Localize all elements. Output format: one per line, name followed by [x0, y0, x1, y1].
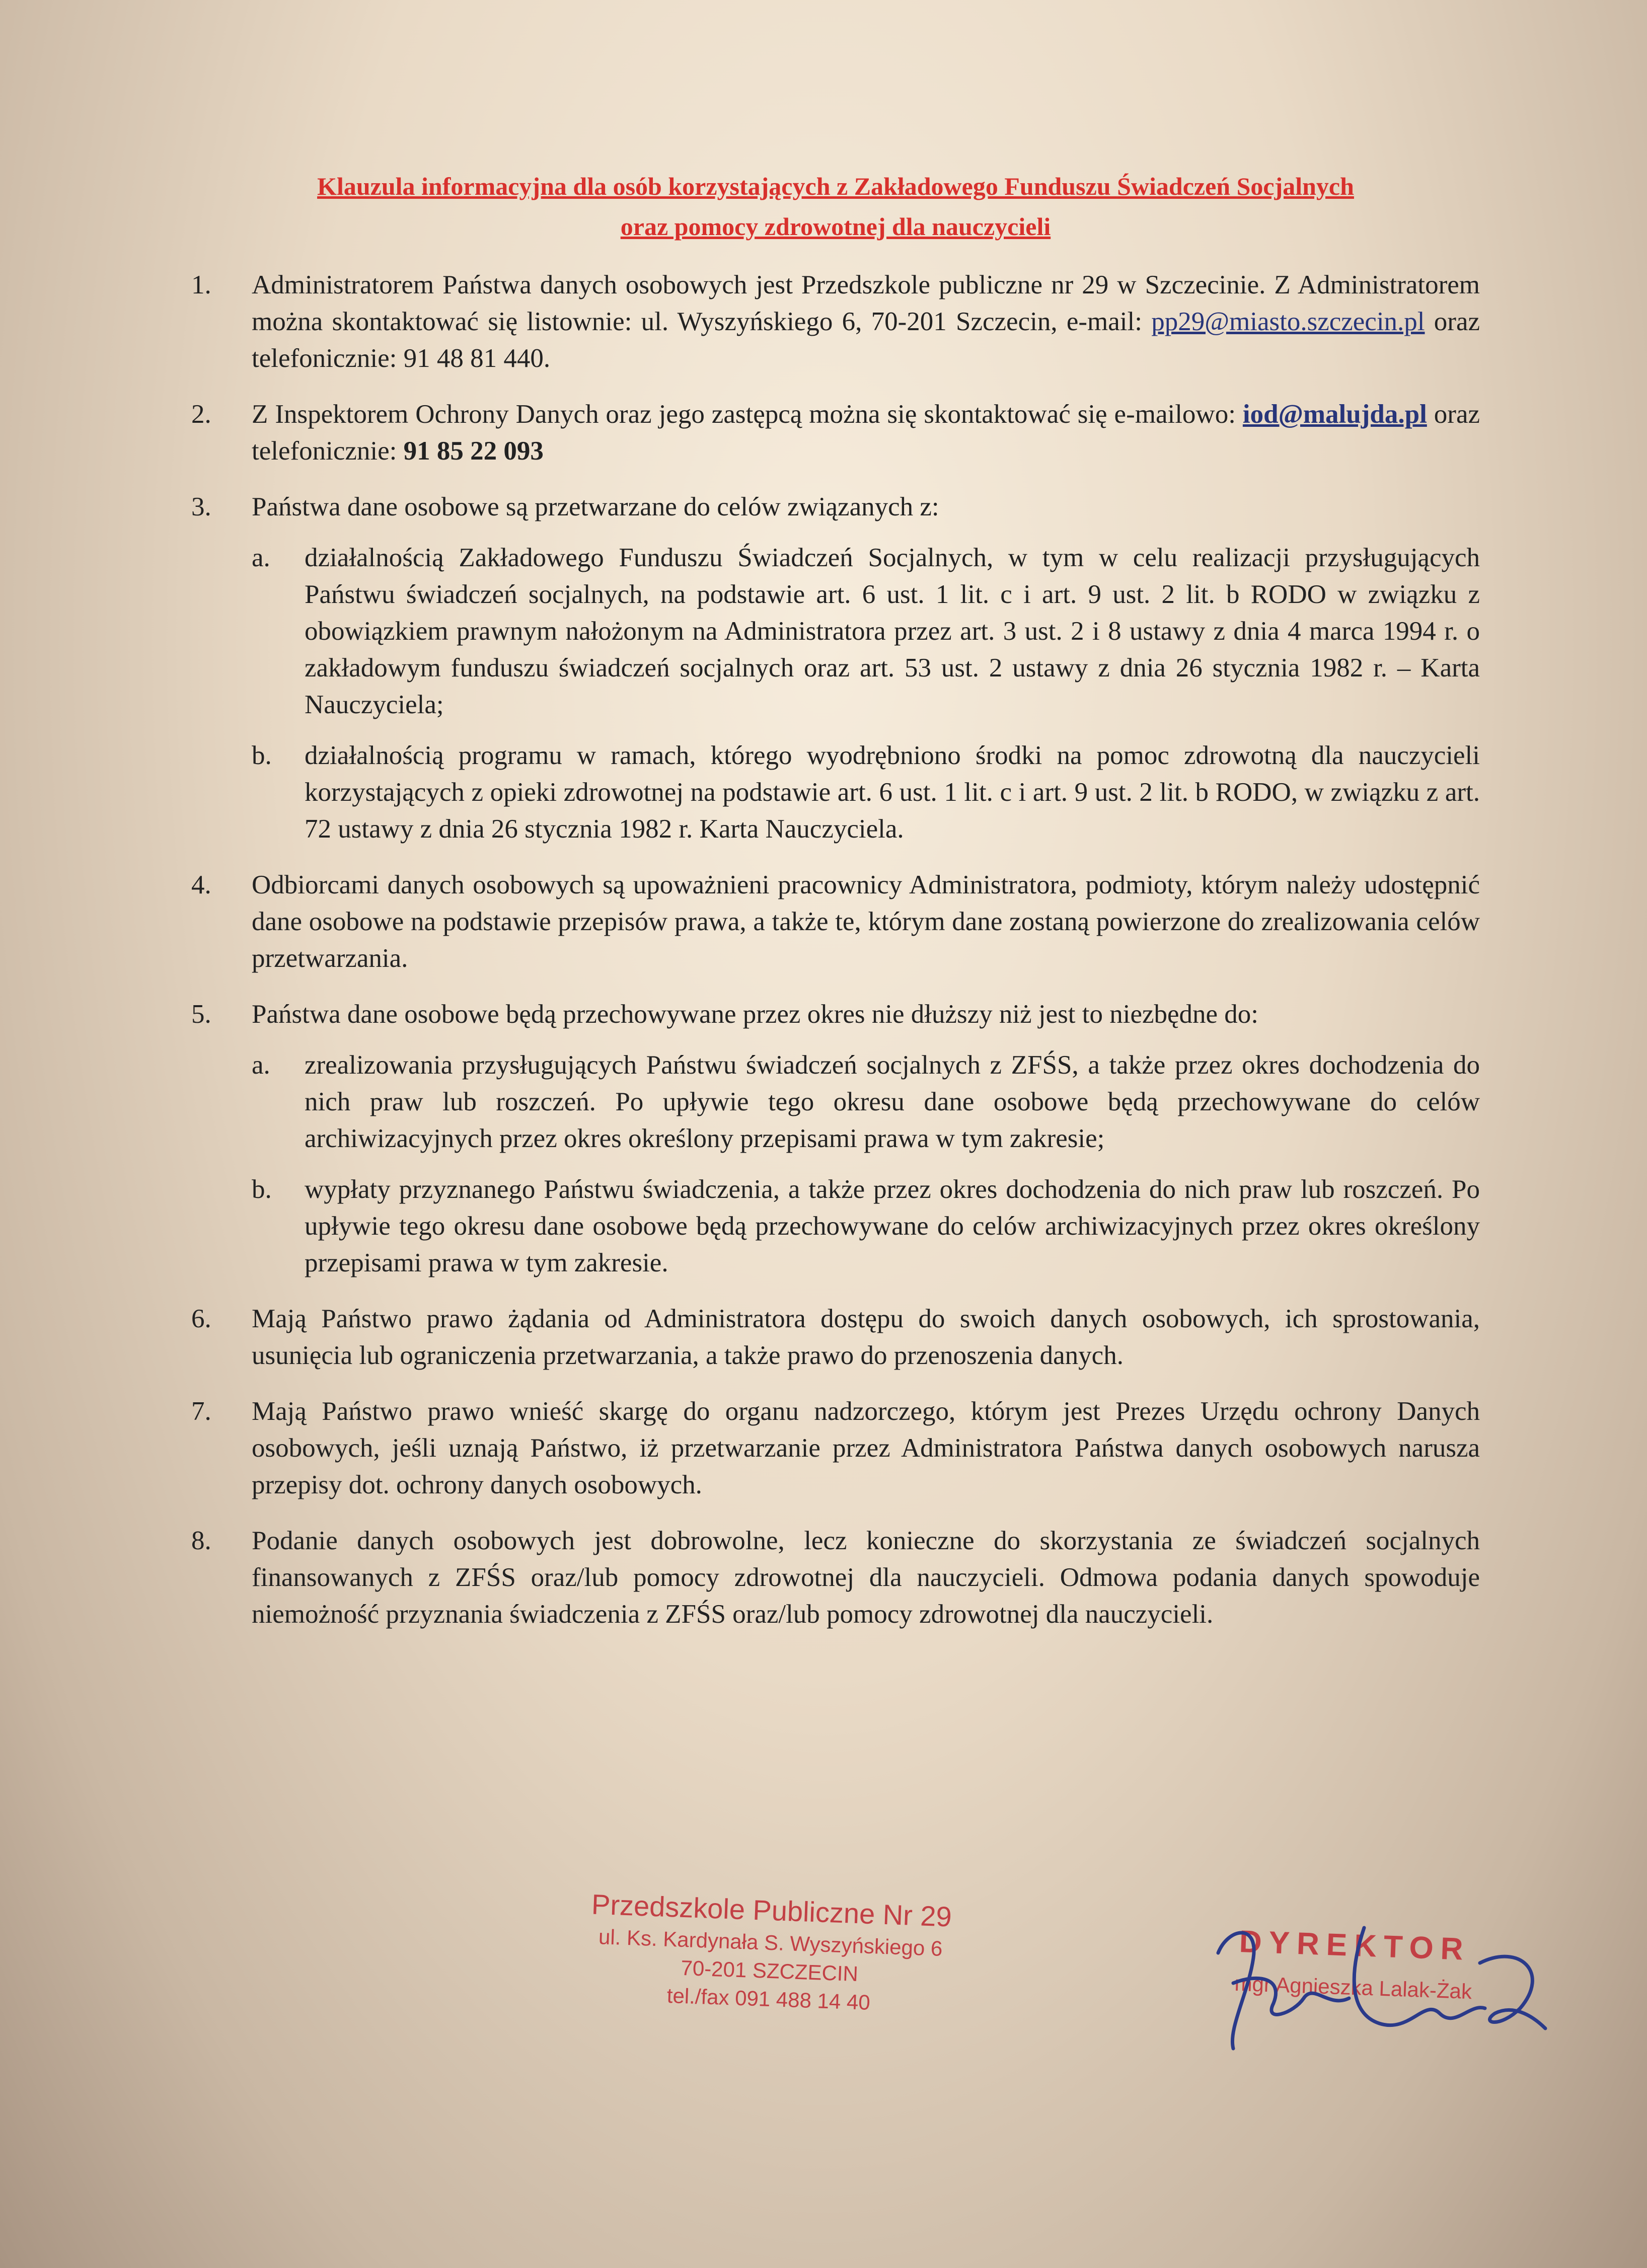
sub-text: działalnością programu w ramach, którego wyodrębniono środki na pomoc zdrowotną dla nauczycieli korzystających z opieki zdrowotnej na podstawie art. 6 ust. 1 lit. c i art. 9 ust. 2 lit. b RODO, w związku z art. 72 ustawy z dnia 26 stycznia 1982 r. Karta Nauczyciela. [305, 741, 1480, 844]
sub-letter: b. [252, 741, 272, 770]
iod-email-link[interactable]: iod@malujda.pl [1242, 400, 1427, 429]
clause-number: 5. [191, 1000, 211, 1029]
clause-3 [151, 489, 1480, 848]
clause-number: 1. [191, 270, 211, 299]
clause-5a [252, 1047, 1480, 1157]
title-line-2: oraz pomocy zdrowotnej dla nauczycieli [620, 212, 1051, 241]
clause-number: 3. [191, 492, 211, 521]
stamp-line-4: tel./fax 091 488 14 40 [666, 1983, 871, 2014]
clause-text: oraz telefonicznie: 91 48 81 440. [252, 307, 1480, 373]
clause-text: Administratorem Państwa danych osobowych jest Przedszkole publiczne nr 29 w Szczecinie. Z Administratorem można skontaktować się listownie: ul. Wyszyńskiego 6, 70-201 Szczecin, e-mail: [252, 270, 1480, 336]
clause-text: Państwa dane osobowe będą przechowywane przez okres nie dłuższy niż jest to niezbędne do: [252, 1000, 1259, 1029]
handwritten-signature [1198, 1898, 1550, 2059]
clause-text: Podanie danych osobowych jest dobrowolne, lecz konieczne do skorzystania ze świadczeń socjalnych finansowanych z ZFŚS oraz/lub pomocy zdrowotnej dla nauczycieli. Odmowa podania danych spowoduje niemożność przyznania świadczenia z ZFŚS oraz/lub pomocy zdrowotnej dla nauczycieli. [252, 1526, 1480, 1629]
clause-4 [151, 867, 1480, 977]
iod-phone: 91 85 22 093 [403, 436, 544, 466]
clause-number: 8. [191, 1526, 211, 1555]
stamp-line-2: ul. Ks. Kardynała S. Wyszyńskiego 6 [598, 1925, 943, 1960]
stamp-line-1: Przedszkole Publiczne Nr 29 [591, 1888, 952, 1933]
clause-6 [151, 1301, 1480, 1374]
document-title [181, 166, 1490, 247]
clause-3b [252, 737, 1480, 848]
clause-number: 6. [191, 1304, 211, 1333]
clause-text: Państwa dane osobowe są przetwarzane do celów związanych z: [252, 492, 939, 521]
director-title: DYREKTOR [1238, 1924, 1471, 1968]
sub-text: zrealizowania przysługujących Państwu świadczeń socjalnych z ZFŚS, a także przez okres dochodzenia do nich praw lub roszczeń. Po upływie tego okresu dane osobowe będą przechowywane do celów archiwizacyjnych przez okres określony przepisami prawa w tym zakresie; [305, 1050, 1480, 1153]
clause-text: oraz telefonicznie: [252, 400, 1480, 466]
clause-5 [151, 996, 1480, 1281]
school-stamp [547, 1885, 994, 2021]
clause-2 [151, 396, 1480, 470]
clause-text: Mają Państwo prawo żądania od Administratora dostępu do swoich danych osobowych, ich sprostowania, usunięcia lub ograniczenia przetwarzania, a także prawo do przenoszenia danych. [252, 1304, 1480, 1370]
title-line-1: Klauzula informacyjna dla osób korzystających z Zakładowego Funduszu Świadczeń Socjalnych [317, 172, 1354, 200]
sub-letter: a. [252, 1050, 270, 1080]
clause-number: 2. [191, 400, 211, 429]
clause-7 [151, 1393, 1480, 1503]
sub-text: wypłaty przyznanego Państwu świadczenia, a także przez okres dochodzenia do nich praw lub roszczeń. Po upływie tego okresu dane osobowe będą przechowywane do celów archiwizacyjnych przez okres określony przepisami prawa w tym zakresie. [305, 1175, 1480, 1277]
clause-text: Z Inspektorem Ochrony Danych oraz jego zastępcą można się skontaktować się e-mailowo: [252, 400, 1243, 429]
director-name: mgr Agnieszka Lalak-Żak [1234, 1971, 1472, 2004]
admin-email-link[interactable]: pp29@miasto.szczecin.pl [1151, 307, 1425, 336]
clause-text: Mają Państwo prawo wnieść skargę do organu nadzorczego, którym jest Prezes Urzędu ochrony Danych osobowych, jeśli uznają Państwo, iż przetwarzanie przez Administratora Państwa danych osobowych narusza przepisy dot. ochrony danych osobowych. [252, 1397, 1480, 1499]
clause-1 [151, 267, 1480, 377]
sub-letter: a. [252, 543, 270, 572]
clause-number: 4. [191, 870, 211, 899]
clause-3a [252, 540, 1480, 723]
clause-text: Odbiorcami danych osobowych są upoważnieni pracownicy Administratora, podmioty, którym należy udostępnić dane osobowe na podstawie przepisów prawa, a także te, którym dane zostaną powierzone do zrealizowania celów przetwarzania. [252, 870, 1480, 973]
stamp-line-3: 70-201 SZCZECIN [680, 1955, 859, 1986]
sub-text: działalnością Zakładowego Funduszu Świadczeń Socjalnych, w tym w celu realizacji przysługujących Państwu świadczeń socjalnych, na podstawie art. 6 ust. 1 lit. c i art. 9 ust. 2 lit. b RODO w związku z obowiązkiem prawnym nałożonym na Administratora przez art. 3 ust. 2 i 8 ustawy z dnia 4 marca 1994 r. o zakładowym funduszu świadczeń socjalnych oraz art. 53 ust. 2 ustawy z dnia 26 stycznia 1982 r. – Karta Nauczyciela; [305, 543, 1480, 719]
clause-number: 7. [191, 1397, 211, 1426]
clause-5b [252, 1171, 1480, 1281]
sub-letter: b. [252, 1175, 272, 1204]
clause-list [151, 267, 1480, 1652]
clause-8 [151, 1523, 1480, 1633]
